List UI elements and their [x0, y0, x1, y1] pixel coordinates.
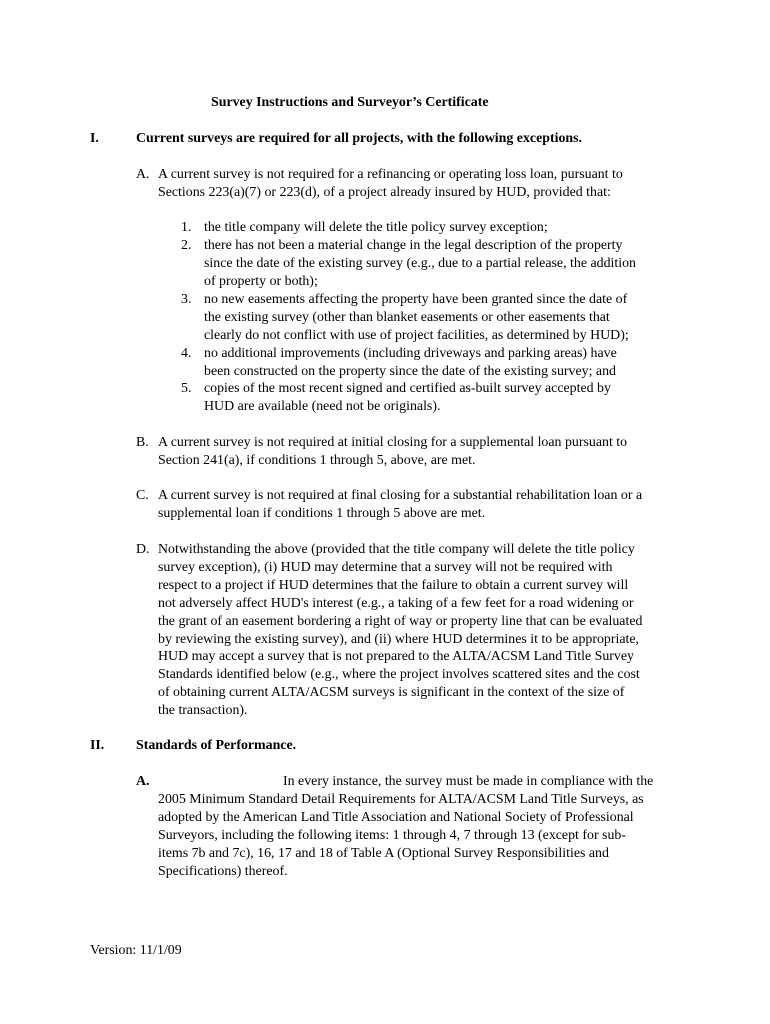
section-2-paragraph-a-first-line: In every instance, the survey must be made in compliance with the	[283, 774, 654, 789]
text-line: Standards identified below (e.g., where the project involves scattered sites and the cost	[158, 667, 640, 683]
text-line: A current survey is not required at final closing for a substantial rehabilitation loan or a	[158, 488, 643, 503]
paragraph-letter-d: D.	[136, 542, 150, 557]
list-item	[204, 291, 694, 345]
text-line: HUD are available (need not be originals).	[204, 398, 441, 414]
section-1-number: I.	[90, 131, 99, 146]
text-line: HUD may accept a survey that is not prepared to the ALTA/ACSM Land Title Survey	[158, 649, 634, 665]
text-line: Surveyors, including the following items: 1 through 4, 7 through 13 (except for sub-	[158, 827, 626, 843]
list-item-number: 3.	[181, 292, 192, 307]
text-line: of obtaining current ALTA/ACSM surveys is significant in the context of the size of	[158, 685, 625, 701]
paragraph-d-text	[158, 541, 698, 720]
text-line: by reviewing the existing survey), and (ii) where HUD determines it to be appropriate,	[158, 631, 640, 647]
text-line: respect to a project if HUD determines that the failure to obtain a current survey will	[158, 577, 629, 593]
document-title: Survey Instructions and Surveyor’s Certificate	[211, 95, 489, 110]
text-line: Section 241(a), if conditions 1 through 5, above, are met.	[158, 452, 476, 468]
list-item-number: 4.	[181, 346, 192, 361]
text-line: clearly do not conflict with use of project facilities, as determined by HUD);	[204, 327, 629, 343]
list-item	[204, 219, 694, 237]
text-line: been constructed on the property since the date of the existing survey; and	[204, 363, 616, 379]
text-line: survey exception), (i) HUD may determine that a survey will not be required with	[158, 559, 613, 575]
text-line: the grant of an easement bordering a right of way or property line that can be evaluated	[158, 613, 643, 629]
text-line: since the date of the existing survey (e.g., due to a partial release, the addition	[204, 255, 637, 271]
list-item	[204, 237, 694, 291]
text-line: supplemental loan if conditions 1 through 5 above are met.	[158, 505, 486, 521]
text-line: no new easements affecting the property have been granted since the date of	[204, 292, 628, 307]
text-line: the existing survey (other than blanket easements or other easements that	[204, 309, 610, 325]
paragraph-letter-b: B.	[136, 435, 149, 450]
text-line: adopted by the American Land Title Association and National Society of Professional	[158, 809, 634, 825]
text-line: A current survey is not required for a refinancing or operating loss loan, pursuant to	[158, 167, 623, 182]
paragraph-a-text	[158, 166, 698, 202]
paragraph-c-text	[158, 487, 698, 523]
section-2-number: II.	[90, 738, 105, 753]
text-line: A current survey is not required at initial closing for a supplemental loan pursuant to	[158, 435, 628, 450]
text-line: copies of the most recent signed and certified as-built survey accepted by	[204, 381, 611, 396]
section-2-heading: Standards of Performance.	[136, 738, 297, 753]
list-item	[204, 345, 694, 381]
text-line: Notwithstanding the above (provided that the title company will delete the title policy	[158, 542, 635, 557]
paragraph-b-text	[158, 434, 698, 470]
text-line: there has not been a material change in the legal description of the property	[204, 238, 623, 253]
list-item	[204, 380, 694, 416]
version-footer: Version: 11/1/09	[90, 943, 182, 958]
list-item-number: 2.	[181, 238, 192, 253]
list-item-number: 5.	[181, 381, 192, 396]
section-2-paragraph-letter-a: A.	[136, 774, 150, 789]
text-line: the transaction).	[158, 703, 248, 719]
text-line: of property or both);	[204, 273, 318, 289]
text-line: Sections 223(a)(7) or 223(d), of a project already insured by HUD, provided that:	[158, 184, 611, 200]
text-line: the title company will delete the title policy survey exception;	[204, 220, 548, 235]
list-item-number: 1.	[181, 220, 192, 235]
text-line: Specifications) thereof.	[158, 863, 288, 879]
text-line: no additional improvements (including driveways and parking areas) have	[204, 346, 617, 361]
text-line: 2005 Minimum Standard Detail Requirements for ALTA/ACSM Land Title Surveys, as	[158, 792, 644, 807]
section-1-heading: Current surveys are required for all projects, with the following exceptions.	[136, 131, 583, 146]
section-2-paragraph-a-text	[158, 791, 698, 881]
text-line: items 7b and 7c), 16, 17 and 18 of Table A (Optional Survey Responsibilities and	[158, 845, 609, 861]
text-line: not adversely affect HUD's interest (e.g., a taking of a few feet for a road widening or	[158, 595, 634, 611]
paragraph-letter-a: A.	[136, 167, 150, 182]
paragraph-letter-c: C.	[136, 488, 149, 503]
